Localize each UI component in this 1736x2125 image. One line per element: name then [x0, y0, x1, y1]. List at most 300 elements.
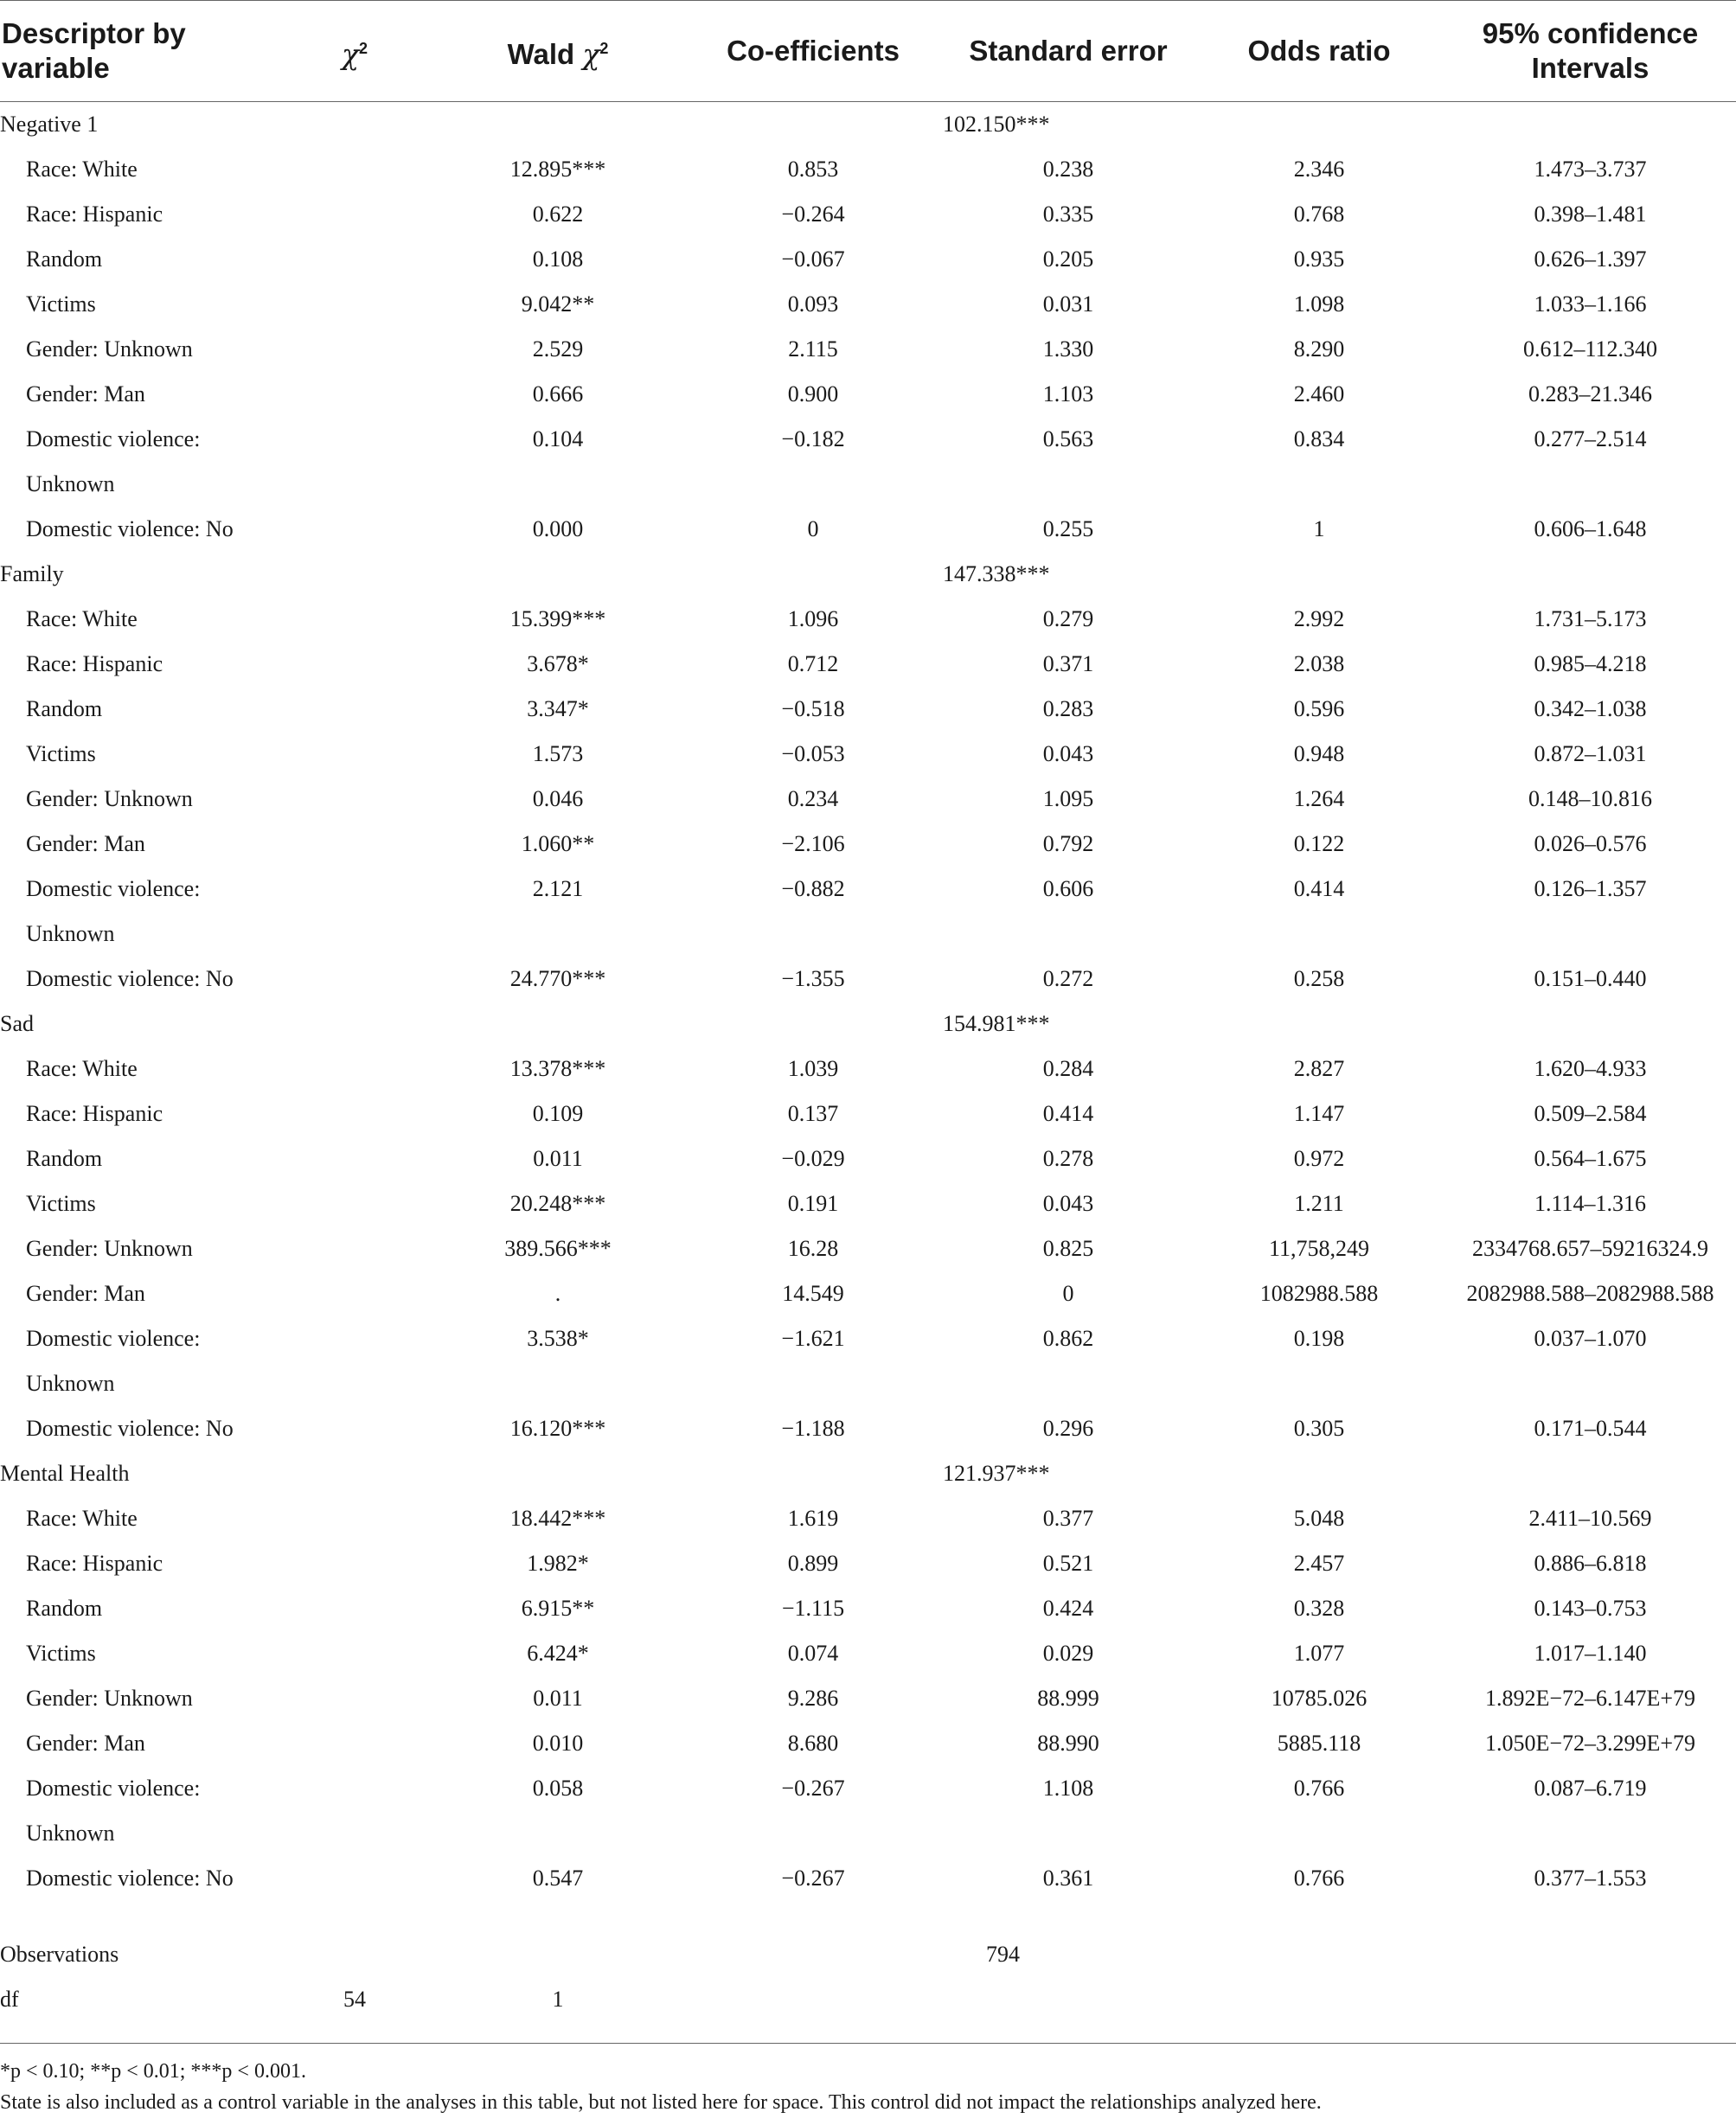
chi2-cell	[277, 507, 432, 552]
standard-error-value: 0.335	[1042, 202, 1094, 227]
confidence-interval-value: 1.731–5.173	[1534, 606, 1647, 631]
table-row	[0, 732, 1736, 777]
odds-ratio-value: 0.258	[1293, 966, 1345, 991]
row-label: Victims	[26, 291, 96, 317]
chi2-cell	[277, 957, 432, 1002]
table-row	[0, 237, 1736, 282]
group-model-statistic: 121.937***	[943, 1461, 1050, 1486]
confidence-interval-value: 0.886–6.818	[1534, 1551, 1647, 1576]
wald-value: 9.042**	[521, 291, 595, 317]
odds-ratio-value: 10785.026	[1271, 1686, 1368, 1711]
empty-cell	[277, 1002, 432, 1046]
wald-value: 0.010	[532, 1731, 584, 1756]
table-row	[0, 1136, 1736, 1181]
row-label: Random	[26, 1596, 103, 1621]
confidence-interval-value: 1.017–1.140	[1534, 1641, 1647, 1666]
coefficient-value: 0.191	[787, 1191, 839, 1216]
standard-error-value: 1.103	[1042, 381, 1094, 406]
table-row	[0, 867, 1736, 912]
group-row	[0, 552, 1736, 597]
odds-ratio-value: 0.768	[1293, 202, 1345, 227]
confidence-interval-value: 0.564–1.675	[1534, 1146, 1647, 1171]
chi2-cell	[277, 867, 432, 912]
confidence-interval-value: 1.114–1.316	[1534, 1191, 1647, 1216]
confidence-interval-value: 2334768.657–59216324.9	[1472, 1236, 1708, 1261]
standard-error-value: 0.278	[1042, 1146, 1094, 1171]
empty-cell	[943, 1901, 1194, 1932]
group-row	[0, 102, 1736, 148]
chi2-cell	[277, 1406, 432, 1451]
row-label: Race: White	[26, 157, 138, 182]
odds-ratio-value: 0.972	[1293, 1146, 1345, 1171]
table-row-continuation	[0, 1361, 1736, 1406]
empty-cell	[1194, 1361, 1445, 1406]
wald-value: 16.120***	[509, 1416, 606, 1441]
empty-cell	[683, 1451, 943, 1496]
empty-cell	[432, 1451, 683, 1496]
standard-error-value: 0.414	[1042, 1101, 1094, 1126]
table-row	[0, 192, 1736, 237]
wald-value: 12.895***	[509, 157, 606, 182]
wald-value: 389.566***	[504, 1236, 612, 1261]
empty-cell	[683, 1002, 943, 1046]
wald-value: 0.011	[533, 1146, 583, 1171]
standard-error-value: 0.377	[1042, 1506, 1094, 1531]
odds-ratio-value: 0.935	[1293, 246, 1345, 272]
confidence-interval-value: 1.892E−72–6.147E+79	[1484, 1686, 1696, 1711]
wald-value: 18.442***	[509, 1506, 606, 1531]
chi2-cell	[277, 417, 432, 462]
odds-ratio-value: 0.596	[1293, 696, 1345, 721]
row-label: Gender: Man	[26, 381, 145, 406]
chi2-cell	[277, 732, 432, 777]
bottom-rule	[0, 2022, 1736, 2044]
odds-ratio-value: 2.992	[1293, 606, 1345, 631]
wald-value: 1.573	[532, 741, 584, 766]
odds-ratio-value: 2.457	[1293, 1551, 1345, 1576]
wald-value: 20.248***	[509, 1191, 606, 1216]
odds-ratio-value: 0.328	[1293, 1596, 1345, 1621]
wald-value: 2.121	[532, 876, 584, 901]
table-row	[0, 1181, 1736, 1226]
table-row	[0, 1046, 1736, 1091]
group-name: Negative 1	[0, 112, 99, 137]
table-row	[0, 1766, 1736, 1811]
chi2-cell	[277, 282, 432, 327]
coefficient-value: −0.518	[781, 696, 845, 721]
row-label-continuation: Unknown	[26, 921, 115, 946]
empty-cell	[1445, 462, 1736, 507]
row-label: Victims	[26, 1641, 96, 1666]
coefficient-value: −0.267	[781, 1866, 845, 1891]
chi2-cell	[277, 147, 432, 192]
table-row-continuation	[0, 912, 1736, 957]
standard-error-value: 0.029	[1042, 1641, 1094, 1666]
wald-value: 0.104	[532, 426, 584, 451]
table-row	[0, 1676, 1736, 1721]
coefficient-value: −0.053	[781, 741, 845, 766]
empty-cell	[1194, 1451, 1445, 1496]
coefficient-value: 0.900	[787, 381, 839, 406]
coefficient-value: 0	[807, 516, 819, 541]
empty-cell	[1194, 1977, 1445, 2022]
standard-error-value: 0.361	[1042, 1866, 1094, 1891]
empty-cell	[277, 102, 432, 148]
empty-cell	[277, 912, 432, 957]
standard-error-value: 0.255	[1042, 516, 1094, 541]
table-row	[0, 1406, 1736, 1451]
header-chi2: $\chi^2$	[341, 36, 368, 71]
table-row	[0, 282, 1736, 327]
confidence-interval-value: 0.626–1.397	[1534, 246, 1647, 272]
confidence-interval-value: 2.411–10.569	[1528, 1506, 1652, 1531]
wald-value: 0.058	[532, 1776, 584, 1801]
standard-error-value: 0.283	[1042, 696, 1094, 721]
confidence-interval-value: 1.473–3.737	[1534, 157, 1647, 182]
chi2-cell	[277, 1676, 432, 1721]
chi2-cell	[277, 1496, 432, 1541]
empty-cell	[1194, 1932, 1445, 1977]
odds-ratio-value: 2.460	[1293, 381, 1345, 406]
table-row	[0, 1271, 1736, 1316]
row-label: Race: Hispanic	[26, 1101, 163, 1126]
standard-error-value: 0.205	[1042, 246, 1094, 272]
odds-ratio-value: 0.122	[1293, 831, 1345, 856]
empty-cell	[432, 912, 683, 957]
empty-cell	[683, 1901, 943, 1932]
row-label: Gender: Man	[26, 1731, 145, 1756]
confidence-interval-value: 1.620–4.933	[1534, 1056, 1647, 1081]
row-label: Gender: Unknown	[26, 1686, 193, 1711]
empty-cell	[943, 1977, 1194, 2022]
header-descriptor: Descriptor by variable	[2, 17, 186, 84]
table-row	[0, 1226, 1736, 1271]
odds-ratio-value: 1082988.588	[1259, 1281, 1379, 1306]
wald-value: .	[554, 1281, 561, 1306]
wald-value: 0.011	[533, 1686, 583, 1711]
table-row	[0, 1631, 1736, 1676]
confidence-interval-value: 0.606–1.648	[1534, 516, 1647, 541]
odds-ratio-value: 2.827	[1293, 1056, 1345, 1081]
row-label: Random	[26, 696, 103, 721]
coefficient-value: −1.621	[781, 1326, 845, 1351]
wald-value: 6.915**	[521, 1596, 595, 1621]
confidence-interval-value: 0.171–0.544	[1534, 1416, 1647, 1441]
group-model-statistic: 147.338***	[943, 561, 1050, 586]
row-label: Domestic violence:	[26, 876, 201, 901]
standard-error-value: 1.330	[1042, 336, 1094, 362]
odds-ratio-value: 1.211	[1294, 1191, 1344, 1216]
empty-cell	[1445, 1361, 1736, 1406]
empty-cell	[0, 2022, 277, 2044]
standard-error-value: 1.108	[1042, 1776, 1094, 1801]
empty-cell	[943, 912, 1194, 957]
standard-error-value: 0.043	[1042, 741, 1094, 766]
standard-error-value: 0.563	[1042, 426, 1094, 451]
confidence-interval-value: 0.872–1.031	[1534, 741, 1647, 766]
chi2-cell	[277, 192, 432, 237]
empty-cell	[683, 462, 943, 507]
spacer-row	[0, 1901, 1736, 1932]
empty-cell	[277, 1451, 432, 1496]
chi2-cell	[277, 1136, 432, 1181]
coefficient-value: −1.188	[781, 1416, 845, 1441]
empty-cell	[1445, 1977, 1736, 2022]
confidence-interval-value: 0.126–1.357	[1534, 876, 1647, 901]
odds-ratio-value: 1.098	[1293, 291, 1345, 317]
standard-error-value: 0.371	[1042, 651, 1094, 676]
empty-cell	[1194, 1002, 1445, 1046]
coefficient-value: 0.074	[787, 1641, 839, 1666]
observations-label: Observations	[0, 1942, 119, 1967]
confidence-interval-value: 0.398–1.481	[1534, 202, 1647, 227]
empty-cell	[432, 102, 683, 148]
row-label: Gender: Man	[26, 1281, 145, 1306]
coefficient-value: 0.137	[787, 1101, 839, 1126]
chi2-cell	[277, 1181, 432, 1226]
row-label: Race: White	[26, 1506, 138, 1531]
empty-cell	[943, 1361, 1194, 1406]
chi2-cell	[277, 1586, 432, 1631]
row-label: Gender: Unknown	[26, 1236, 193, 1261]
odds-ratio-value: 8.290	[1293, 336, 1345, 362]
standard-error-value: 0.792	[1042, 831, 1094, 856]
chi2-cell	[277, 1856, 432, 1901]
wald-value: 24.770***	[509, 966, 606, 991]
table-row	[0, 642, 1736, 687]
odds-ratio-value: 2.346	[1293, 157, 1345, 182]
header-standard-error: Standard error	[969, 35, 1168, 67]
row-label: Race: Hispanic	[26, 202, 163, 227]
empty-cell	[1194, 552, 1445, 597]
wald-value: 3.347*	[527, 696, 589, 721]
table-row	[0, 957, 1736, 1002]
empty-cell	[432, 1361, 683, 1406]
coefficient-value: 0.234	[787, 786, 839, 811]
coefficient-value: −0.267	[781, 1776, 845, 1801]
chi2-cell	[277, 372, 432, 417]
row-label: Domestic violence: No	[26, 1416, 234, 1441]
table-row	[0, 1496, 1736, 1541]
wald-value: 0.622	[532, 202, 584, 227]
odds-ratio-value: 1.147	[1293, 1101, 1345, 1126]
empty-cell	[1194, 102, 1445, 148]
wald-value: 1.060**	[521, 831, 595, 856]
empty-cell	[683, 2022, 943, 2044]
chi2-cell	[277, 327, 432, 372]
header-wald: Wald $\chi^2$	[507, 36, 609, 71]
group-name: Sad	[0, 1011, 34, 1036]
coefficient-value: 1.619	[787, 1506, 839, 1531]
chi2-cell	[277, 1046, 432, 1091]
confidence-interval-value: 0.612–112.340	[1522, 336, 1658, 362]
wald-value: 3.538*	[527, 1326, 589, 1351]
wald-value: 0.109	[532, 1101, 584, 1126]
coefficient-value: −0.182	[781, 426, 845, 451]
group-row	[0, 1002, 1736, 1046]
standard-error-value: 88.990	[1037, 1731, 1099, 1756]
empty-cell	[277, 1361, 432, 1406]
empty-cell	[277, 2022, 432, 2044]
table-row	[0, 1586, 1736, 1631]
row-label: Random	[26, 246, 103, 272]
table-row	[0, 597, 1736, 642]
chi2-cell	[277, 1766, 432, 1811]
empty-cell	[1445, 1002, 1736, 1046]
table-header	[0, 1, 1736, 102]
wald-value: 2.529	[532, 336, 584, 362]
confidence-interval-value: 0.037–1.070	[1534, 1326, 1647, 1351]
wald-value: 0.108	[532, 246, 584, 272]
coefficient-value: −0.067	[781, 246, 845, 272]
empty-cell	[1445, 102, 1736, 148]
standard-error-value: 0.606	[1042, 876, 1094, 901]
empty-cell	[277, 1901, 432, 1932]
confidence-interval-value: 1.033–1.166	[1534, 291, 1647, 317]
table-row	[0, 822, 1736, 867]
standard-error-value: 1.095	[1042, 786, 1094, 811]
empty-cell	[432, 462, 683, 507]
empty-cell	[277, 552, 432, 597]
row-label: Domestic violence: No	[26, 1866, 234, 1891]
table-row	[0, 1856, 1736, 1901]
coefficient-value: 0.853	[787, 157, 839, 182]
row-label: Race: Hispanic	[26, 1551, 163, 1576]
table-row	[0, 507, 1736, 552]
confidence-interval-value: 0.143–0.753	[1534, 1596, 1647, 1621]
coefficient-value: 9.286	[787, 1686, 839, 1711]
empty-cell	[432, 1932, 683, 1977]
chi2-cell	[277, 642, 432, 687]
empty-cell	[1445, 1932, 1736, 1977]
odds-ratio-value: 1.077	[1293, 1641, 1345, 1666]
wald-value: 0.666	[532, 381, 584, 406]
standard-error-value: 0.284	[1042, 1056, 1094, 1081]
empty-cell	[683, 102, 943, 148]
odds-ratio-value: 5.048	[1293, 1506, 1345, 1531]
coefficient-value: 1.039	[787, 1056, 839, 1081]
table-footnotes	[0, 2044, 1736, 2118]
table-row	[0, 1721, 1736, 1766]
chi2-cell	[277, 597, 432, 642]
group-model-statistic: 102.150***	[943, 112, 1050, 137]
coefficient-value: −1.115	[781, 1596, 845, 1621]
standard-error-value: 0.272	[1042, 966, 1094, 991]
coefficient-value: 14.549	[782, 1281, 844, 1306]
standard-error-value: 0.279	[1042, 606, 1094, 631]
empty-cell	[943, 462, 1194, 507]
coefficient-value: 16.28	[787, 1236, 839, 1261]
odds-ratio-value: 0.766	[1293, 1776, 1345, 1801]
empty-cell	[432, 1002, 683, 1046]
odds-ratio-value: 1	[1313, 516, 1325, 541]
coefficient-value: 0.712	[787, 651, 839, 676]
coefficient-value: −2.106	[781, 831, 845, 856]
confidence-interval-value: 0.026–0.576	[1534, 831, 1647, 856]
table-row	[0, 327, 1736, 372]
row-label: Gender: Man	[26, 831, 145, 856]
odds-ratio-value: 0.305	[1293, 1416, 1345, 1441]
confidence-interval-value: 0.151–0.440	[1534, 966, 1647, 991]
confidence-interval-value: 2082988.588–2082988.588	[1466, 1281, 1714, 1306]
wald-value: 0.547	[532, 1866, 584, 1891]
group-model-statistic: 154.981***	[943, 1011, 1050, 1036]
empty-cell	[277, 1811, 432, 1856]
odds-ratio-value: 0.414	[1293, 876, 1345, 901]
standard-error-value: 0.521	[1042, 1551, 1094, 1576]
table-row	[0, 1316, 1736, 1361]
coefficient-value: −0.882	[781, 876, 845, 901]
confidence-interval-value: 0.985–4.218	[1534, 651, 1647, 676]
table-row	[0, 147, 1736, 192]
empty-cell	[432, 552, 683, 597]
chi2-cell	[277, 1091, 432, 1136]
confidence-interval-value: 0.509–2.584	[1534, 1101, 1647, 1126]
empty-cell	[1194, 1811, 1445, 1856]
odds-ratio-value: 0.198	[1293, 1326, 1345, 1351]
empty-cell	[0, 1901, 277, 1932]
chi2-cell	[277, 1316, 432, 1361]
coefficient-value: 1.096	[787, 606, 839, 631]
row-label: Domestic violence:	[26, 1776, 201, 1801]
coefficient-value: −0.264	[781, 202, 845, 227]
coefficient-value: −0.029	[781, 1146, 845, 1171]
wald-value: 0.000	[532, 516, 584, 541]
df-wald-value: 1	[552, 1987, 564, 2012]
row-label: Domestic violence: No	[26, 966, 234, 991]
empty-cell	[1445, 912, 1736, 957]
empty-cell	[1445, 552, 1736, 597]
empty-cell	[943, 1811, 1194, 1856]
standard-error-value: 0.424	[1042, 1596, 1094, 1621]
chi2-cell	[277, 1631, 432, 1676]
chi2-cell	[277, 1721, 432, 1766]
table-row	[0, 777, 1736, 822]
table-row	[0, 1091, 1736, 1136]
chi2-cell	[277, 777, 432, 822]
group-row	[0, 1451, 1736, 1496]
odds-ratio-value: 2.038	[1293, 651, 1345, 676]
wald-value: 0.046	[532, 786, 584, 811]
group-name: Mental Health	[0, 1461, 130, 1486]
empty-cell	[432, 1901, 683, 1932]
table-row-continuation	[0, 1811, 1736, 1856]
row-label: Race: Hispanic	[26, 651, 163, 676]
observations-value: 794	[986, 1942, 1020, 1967]
empty-cell	[1194, 2022, 1445, 2044]
row-label: Random	[26, 1146, 103, 1171]
confidence-interval-value: 0.087–6.719	[1534, 1776, 1647, 1801]
row-label: Gender: Unknown	[26, 786, 193, 811]
row-label: Victims	[26, 1191, 96, 1216]
standard-error-value: 0.031	[1042, 291, 1094, 317]
chi2-cell	[277, 1271, 432, 1316]
standard-error-value: 0.825	[1042, 1236, 1094, 1261]
empty-cell	[683, 1361, 943, 1406]
empty-cell	[1445, 2022, 1736, 2044]
wald-value: 3.678*	[527, 651, 589, 676]
odds-ratio-value: 0.834	[1293, 426, 1345, 451]
row-label: Victims	[26, 741, 96, 766]
empty-cell	[943, 2022, 1194, 2044]
observations-row	[0, 1932, 1736, 1977]
row-label: Gender: Unknown	[26, 336, 193, 362]
confidence-interval-value: 0.148–10.816	[1528, 786, 1652, 811]
empty-cell	[683, 1932, 943, 1977]
empty-cell	[1445, 1901, 1736, 1932]
coefficient-value: 0.093	[787, 291, 839, 317]
empty-cell	[1194, 1901, 1445, 1932]
